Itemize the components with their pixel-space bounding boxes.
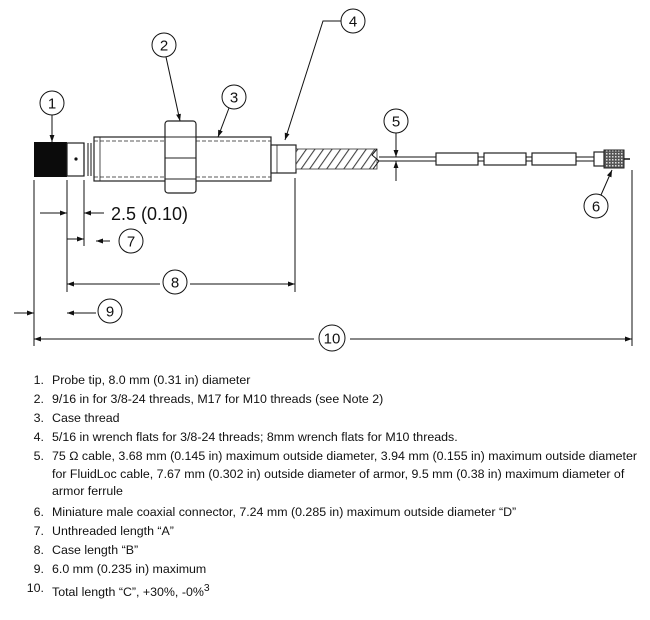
svg-text:7: 7 (126, 233, 136, 251)
note-item: 4. 5/16 in wrench flats for 3/8-24 threads; 8mm wrench flats for M10 threads. (33, 430, 458, 444)
svg-text:1: 1 (47, 95, 57, 113)
note-item: 1. Probe tip, 8.0 mm (0.31 in) diameter (33, 373, 251, 387)
callout-6 (584, 170, 612, 218)
callout-4 (285, 9, 365, 140)
dimension-7 (67, 229, 143, 253)
hex-nut (165, 121, 196, 193)
callout-5 (384, 109, 408, 181)
svg-text:3: 3 (229, 89, 239, 107)
probe-tip (34, 142, 67, 177)
svg-text:2: 2 (159, 37, 169, 55)
callout-3 (218, 85, 246, 137)
dimension-10 (34, 325, 632, 351)
cable-segment (532, 153, 576, 165)
note-item: 6. Miniature male coaxial connector, 7.24 mm (0.285 in) maximum outside diameter “D” (33, 504, 517, 519)
svg-text:10: 10 (323, 330, 341, 348)
svg-text:9: 9 (105, 303, 115, 321)
note-superscript: 3 (203, 582, 210, 594)
connector-knurl (604, 150, 624, 168)
probe-body (34, 121, 630, 193)
svg-text:4: 4 (348, 13, 358, 31)
svg-text:8: 8 (170, 274, 180, 292)
note-item: 10. Total length “C”, +30%, -0%$^3$ (26, 580, 210, 599)
note-item: 8. Case length “B” (33, 542, 139, 557)
note-item: 5. 75 Ω cable, 3.68 mm (0.145 in) maximum outside diameter, 3.94 mm (0.155 in) maximum outside diameter for FluidLoc cable, 7.67 mm (0.302 in) outside diameter of armor, 9.5 mm (0.38 in) maximum diameter of armor ferrule (33, 449, 637, 498)
callout-2 (152, 33, 180, 121)
armored-cable (296, 149, 377, 169)
wrench-flats (271, 145, 296, 173)
callout-1 (40, 91, 64, 142)
tip-dot (74, 157, 77, 160)
extension-lines (34, 170, 632, 346)
dimension-2-5-label: 2.5 (0.10) (111, 204, 189, 224)
cable-segment (436, 153, 478, 165)
note-item: 9. 6.0 mm (0.235 in) maximum (33, 561, 207, 576)
svg-text:6: 6 (591, 198, 601, 216)
note-item: 7. Unthreaded length “A” (33, 523, 174, 538)
dimension-2-5 (40, 204, 188, 224)
dimension-9 (14, 299, 122, 323)
svg-text:5: 5 (391, 113, 401, 131)
note-item: 3. Case thread (33, 411, 120, 425)
notes-list (18, 371, 638, 602)
cable-segment (484, 153, 526, 165)
note-item: 2. 9/16 in for 3/8-24 threads, M17 for M10 threads (see Note 2) (33, 392, 384, 406)
dimension-8 (67, 270, 295, 294)
coax-connector (594, 152, 604, 166)
